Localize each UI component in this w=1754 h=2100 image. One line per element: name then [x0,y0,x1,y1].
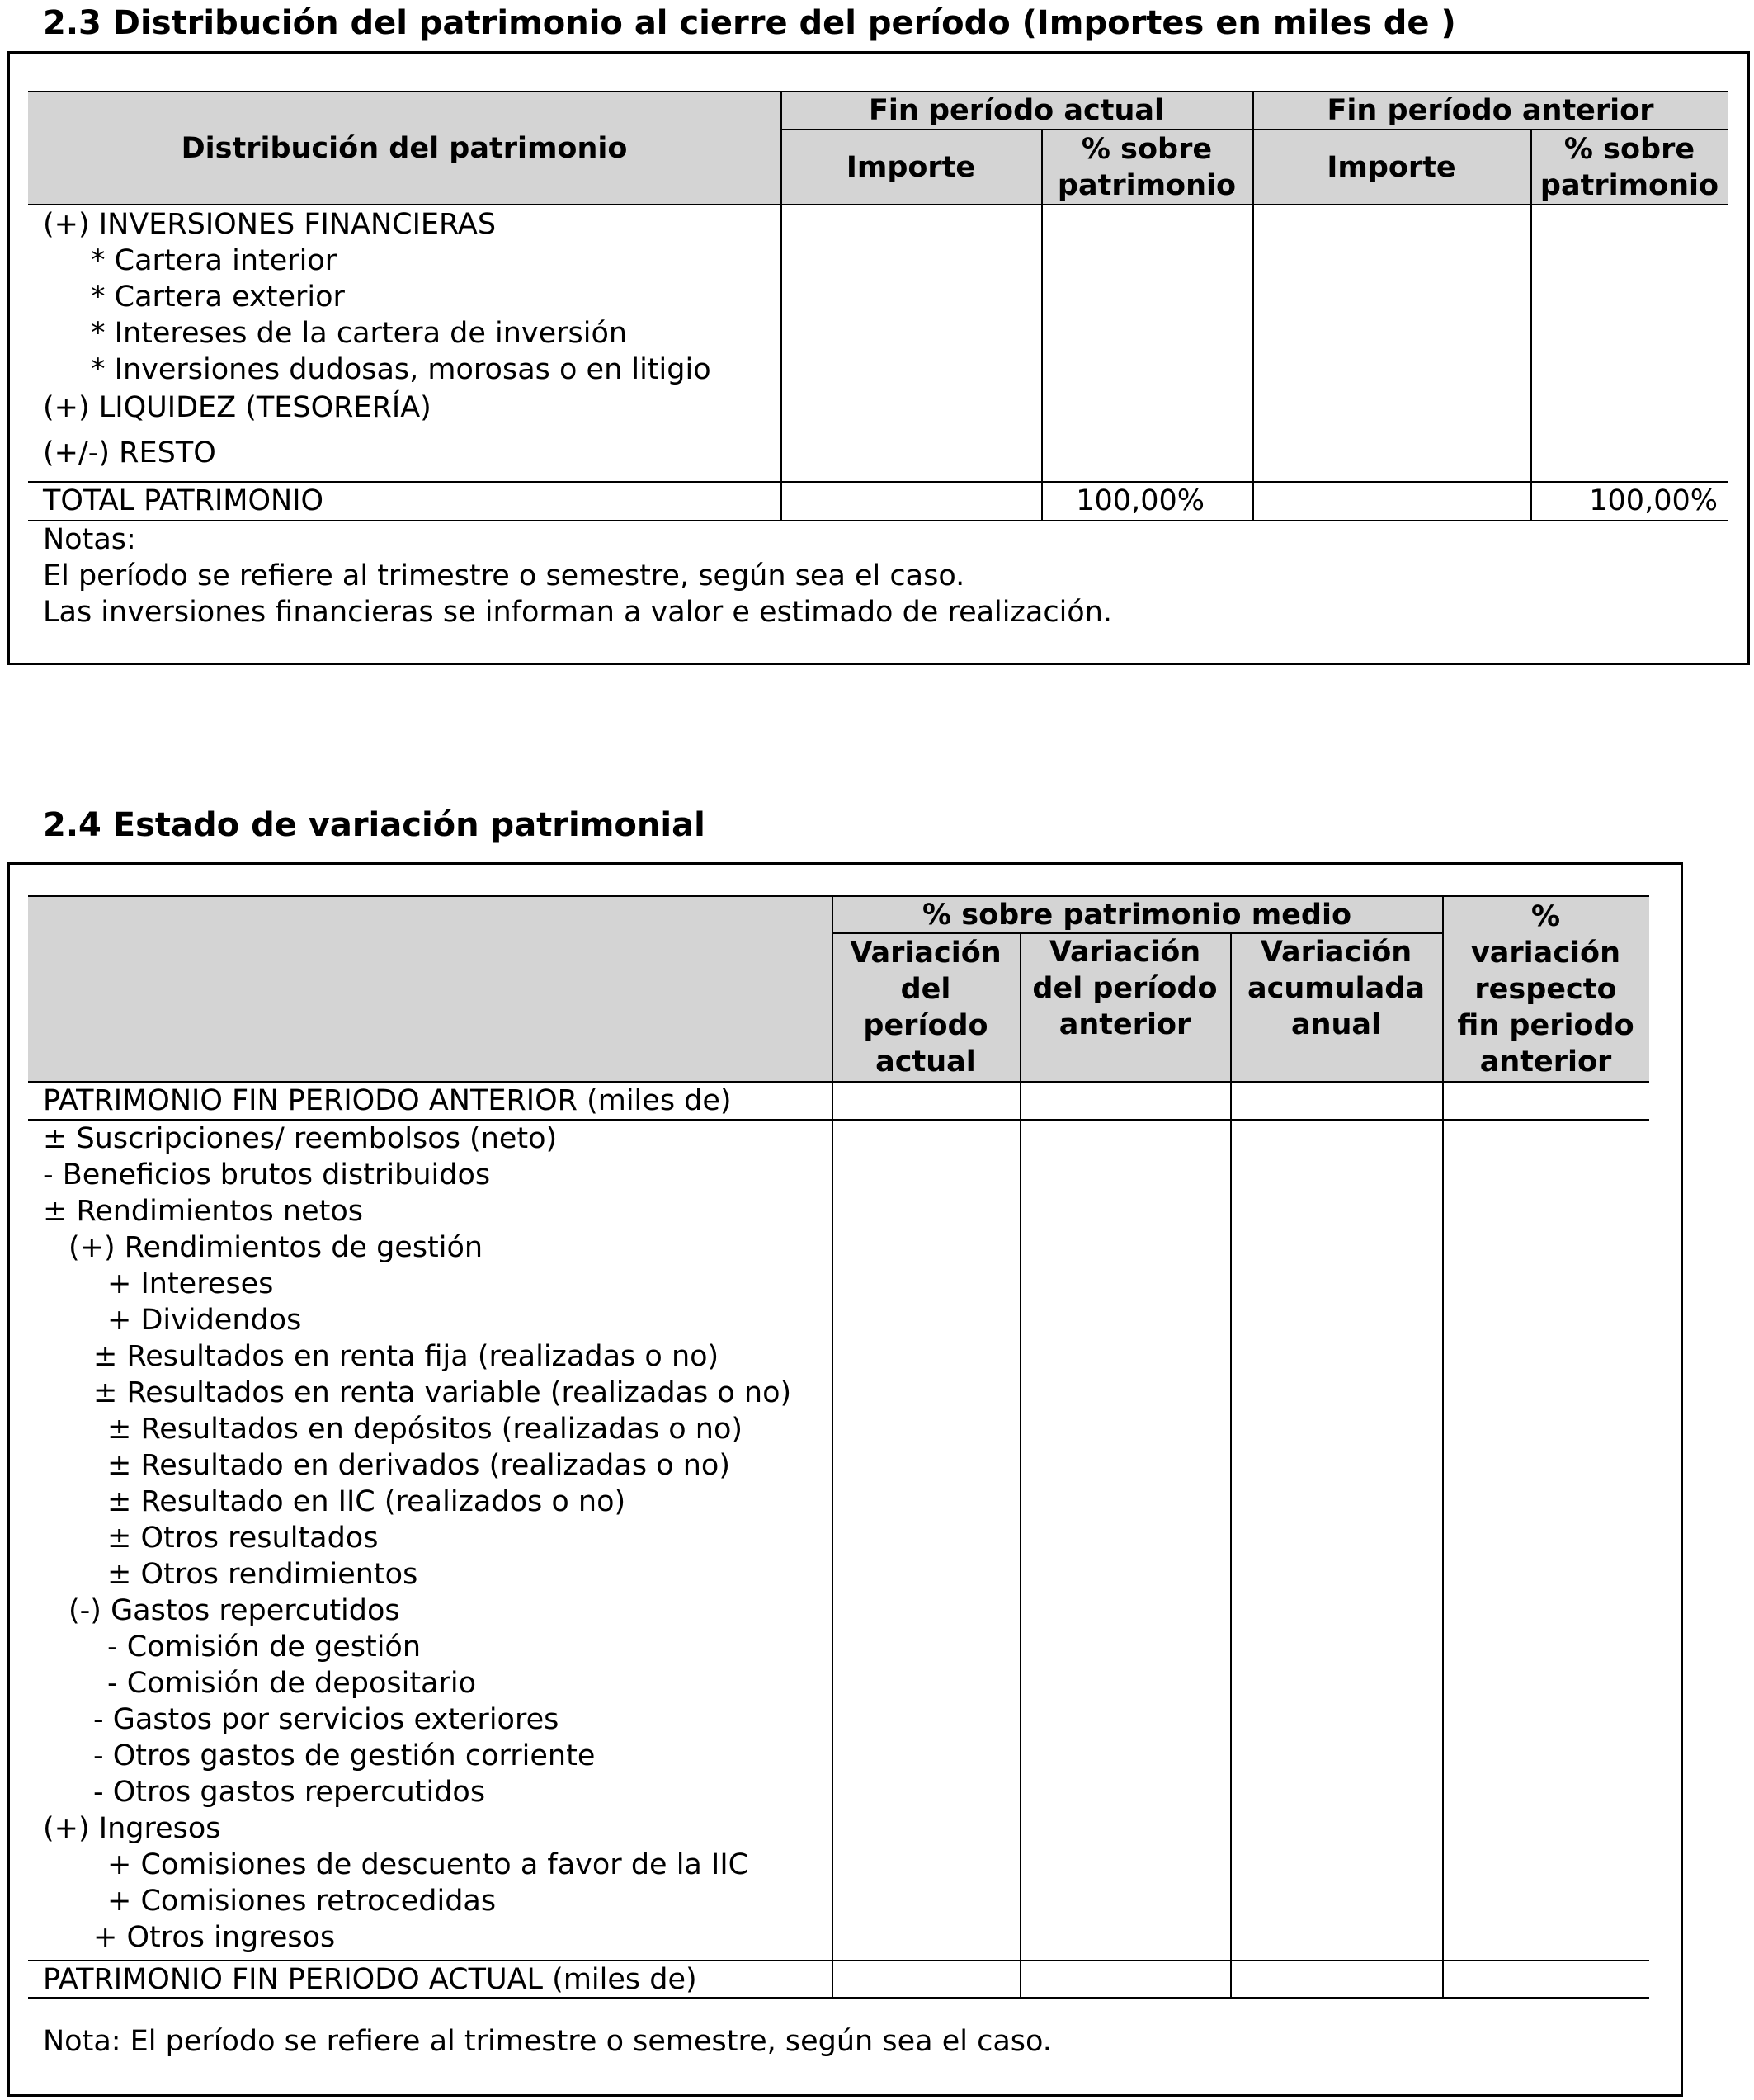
total-pct-current: 100,00% [1076,484,1205,517]
note-period: El período se refiere al trimestre o semestre, según sea el caso. [43,559,965,592]
row-renta-fija: ± Resultados en renta fija (realizadas o no) [93,1340,719,1373]
header-pct-current: % sobre patrimonio [1057,132,1237,202]
row-otros-rendimientos: ± Otros rendimientos [107,1558,418,1591]
row-inversiones-financieras: (+) INVERSIONES FINANCIERAS [43,208,497,241]
note-period-2-4: Nota: El período se refiere al trimestre o semestre, según sea el caso. [43,2025,1052,2058]
header-distribution-label: Distribución del patrimonio [181,131,628,165]
row-resto: (+/-) RESTO [43,437,216,470]
header-group-patrimonio-medio: % sobre patrimonio medio [922,898,1351,932]
header-importe-previous: Importe [1327,150,1456,184]
row-patrimonio-fin-anterior: PATRIMONIO FIN PERIODO ANTERIOR (miles de) [43,1084,732,1117]
section-2-3-title: 2.3 Distribución del patrimonio al cierre del período (Importes en miles de ) [43,4,1456,42]
row-dividendos: + Dividendos [107,1304,302,1337]
row-gastos-repercutidos: (-) Gastos repercutidos [68,1594,400,1627]
row-cartera-interior: * Cartera interior [91,244,337,277]
row-rendimientos-gestion: (+) Rendimientos de gestión [68,1231,483,1264]
row-suscripciones: ± Suscripciones/ reembolsos (neto) [43,1122,558,1155]
row-intereses-cartera: * Intereses de la cartera de inversión [91,317,628,350]
header-importe-current: Importe [846,150,976,184]
header-variacion-actual: Variación del período actual [850,937,1002,1078]
row-comisiones-retrocedidas: + Comisiones retrocedidas [107,1885,497,1918]
row-derivados: ± Resultado en derivados (realizadas o no) [107,1449,730,1482]
note-valuation: Las inversiones financieras se informan a valor e estimado de realización. [43,596,1113,629]
row-depositos: ± Resultados en depósitos (realizadas o no) [107,1413,743,1446]
row-otros-gastos-repercutidos: - Otros gastos repercutidos [93,1776,486,1809]
row-iic: ± Resultado en IIC (realizados o no) [107,1485,626,1518]
row-comision-gestion: - Comisión de gestión [107,1630,422,1663]
row-cartera-exterior: * Cartera exterior [91,281,345,314]
row-ingresos: (+) Ingresos [43,1812,221,1845]
header-variacion-anterior: Variación del período anterior [1032,936,1218,1041]
row-gastos-servicios-exteriores: - Gastos por servicios exteriores [93,1703,559,1736]
row-intereses: + Intereses [107,1267,274,1300]
header-variacion-acumulada: Variación acumulada anual [1247,936,1425,1041]
notes-heading: Notas: [43,523,136,556]
section-2-4-title: 2.4 Estado de variación patrimonial [43,806,705,844]
total-pct-previous: 100,00% [1589,484,1718,517]
row-inversiones-dudosas: * Inversiones dudosas, morosas o en litigio [91,353,711,386]
row-otros-ingresos: + Otros ingresos [93,1921,336,1954]
row-otros-resultados: ± Otros resultados [107,1522,379,1555]
row-renta-variable: ± Resultados en renta variable (realizadas o no) [93,1376,792,1409]
header-pct-variacion: % variación respecto fin periodo anterior [1457,899,1634,1078]
total-patrimonio-label: TOTAL PATRIMONIO [43,484,324,517]
row-liquidez: (+) LIQUIDEZ (TESORERÍA) [43,391,431,424]
row-comisiones-descuento: + Comisiones de descuento a favor de la IIC [107,1848,749,1881]
row-comision-depositario: - Comisión de depositario [107,1667,477,1700]
row-beneficios-distribuidos: - Beneficios brutos distribuidos [43,1159,491,1192]
header-group-current: Fin período actual [868,94,1164,127]
row-patrimonio-fin-actual: PATRIMONIO FIN PERIODO ACTUAL (miles de) [43,1963,697,1996]
header-pct-previous: % sobre patrimonio [1539,132,1719,202]
header-group-previous: Fin período anterior [1327,94,1654,127]
row-rendimientos-netos: ± Rendimientos netos [43,1195,363,1228]
row-otros-gastos-gestion: - Otros gastos de gestión corriente [93,1739,596,1772]
